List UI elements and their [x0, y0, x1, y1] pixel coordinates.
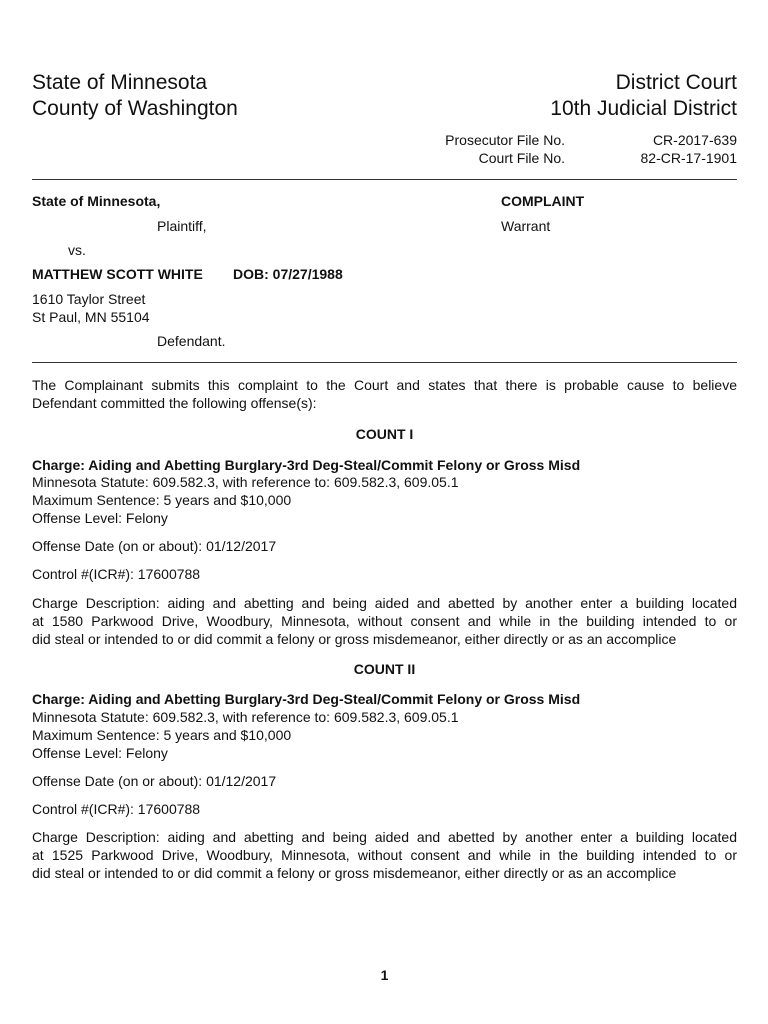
doc-type: COMPLAINT — [501, 193, 585, 209]
header-divider — [32, 179, 737, 180]
charge-description-line: Charge Description: aiding and abetting and being aided and abetted by another enter a building located — [32, 829, 737, 845]
offense-level: Offense Level: Felony — [32, 745, 168, 761]
prosecutor-file-label: Prosecutor File No. — [445, 132, 565, 148]
max-sentence: Maximum Sentence: 5 years and $10,000 — [32, 727, 292, 743]
state-heading: State of Minnesota — [32, 71, 208, 94]
charge-title: Charge: Aiding and Abetting Burglary-3rd Deg-Steal/Commit Felony or Gross Misd — [32, 691, 581, 707]
max-sentence: Maximum Sentence: 5 years and $10,000 — [32, 492, 292, 508]
charge-description-line: did steal or intended to or did commit a felony or gross misdemeanor, either directly or as an accomplice — [32, 865, 677, 881]
caption-divider — [32, 362, 737, 363]
statute: Minnesota Statute: 609.582.3, with reference to: 609.582.3, 609.05.1 — [32, 709, 459, 725]
charge-description-line: did steal or intended to or did commit a felony or gross misdemeanor, either directly or as an accomplice — [32, 631, 677, 647]
defendant-address-line2: St Paul, MN 55104 — [32, 309, 150, 325]
defendant-role: Defendant. — [157, 333, 226, 349]
count-heading: COUNT II — [353, 661, 416, 677]
page-number: 1 — [380, 967, 389, 983]
charge-description — [32, 594, 737, 648]
count-heading: COUNT I — [355, 426, 414, 442]
intro-line-1: The Complainant submits this complaint to the Court and states that there is probable cause to believe — [32, 377, 737, 393]
offense-date: Offense Date (on or about): 01/12/2017 — [32, 773, 277, 789]
charge-description — [32, 828, 737, 882]
district-heading: 10th Judicial District — [550, 97, 737, 120]
court-file-value: 82-CR-17-1901 — [640, 150, 737, 166]
doc-subtype: Warrant — [501, 218, 551, 234]
charge-description-line: Charge Description: aiding and abetting and being aided and abetted by another enter a building located — [32, 595, 737, 611]
intro-paragraph — [32, 376, 737, 412]
control-number: Control #(ICR#): 17600788 — [32, 566, 201, 582]
control-number: Control #(ICR#): 17600788 — [32, 801, 201, 817]
defendant-name: MATTHEW SCOTT WHITE — [32, 266, 203, 282]
court-heading: District Court — [615, 71, 737, 94]
statute: Minnesota Statute: 609.582.3, with reference to: 609.582.3, 609.05.1 — [32, 474, 459, 490]
charge-description-line: at 1525 Parkwood Drive, Woodbury, Minnesota, without consent and while in the building intended to or — [32, 847, 737, 863]
charge-description-line: at 1580 Parkwood Drive, Woodbury, Minnesota, without consent and while in the building intended to or — [32, 613, 737, 629]
prosecutor-file-value: CR-2017-639 — [652, 132, 737, 148]
defendant-address-line1: 1610 Taylor Street — [32, 291, 146, 307]
offense-level: Offense Level: Felony — [32, 510, 168, 526]
versus: vs. — [68, 242, 86, 258]
offense-date: Offense Date (on or about): 01/12/2017 — [32, 538, 277, 554]
court-file-label: Court File No. — [478, 150, 565, 166]
county-heading: County of Washington — [32, 97, 238, 120]
plaintiff-role: Plaintiff, — [157, 218, 207, 234]
plaintiff-name: State of Minnesota, — [32, 193, 161, 209]
charge-title: Charge: Aiding and Abetting Burglary-3rd Deg-Steal/Commit Felony or Gross Misd — [32, 457, 581, 473]
defendant-dob: DOB: 07/27/1988 — [233, 266, 343, 282]
intro-line-2: Defendant committed the following offense(s): — [32, 395, 317, 411]
